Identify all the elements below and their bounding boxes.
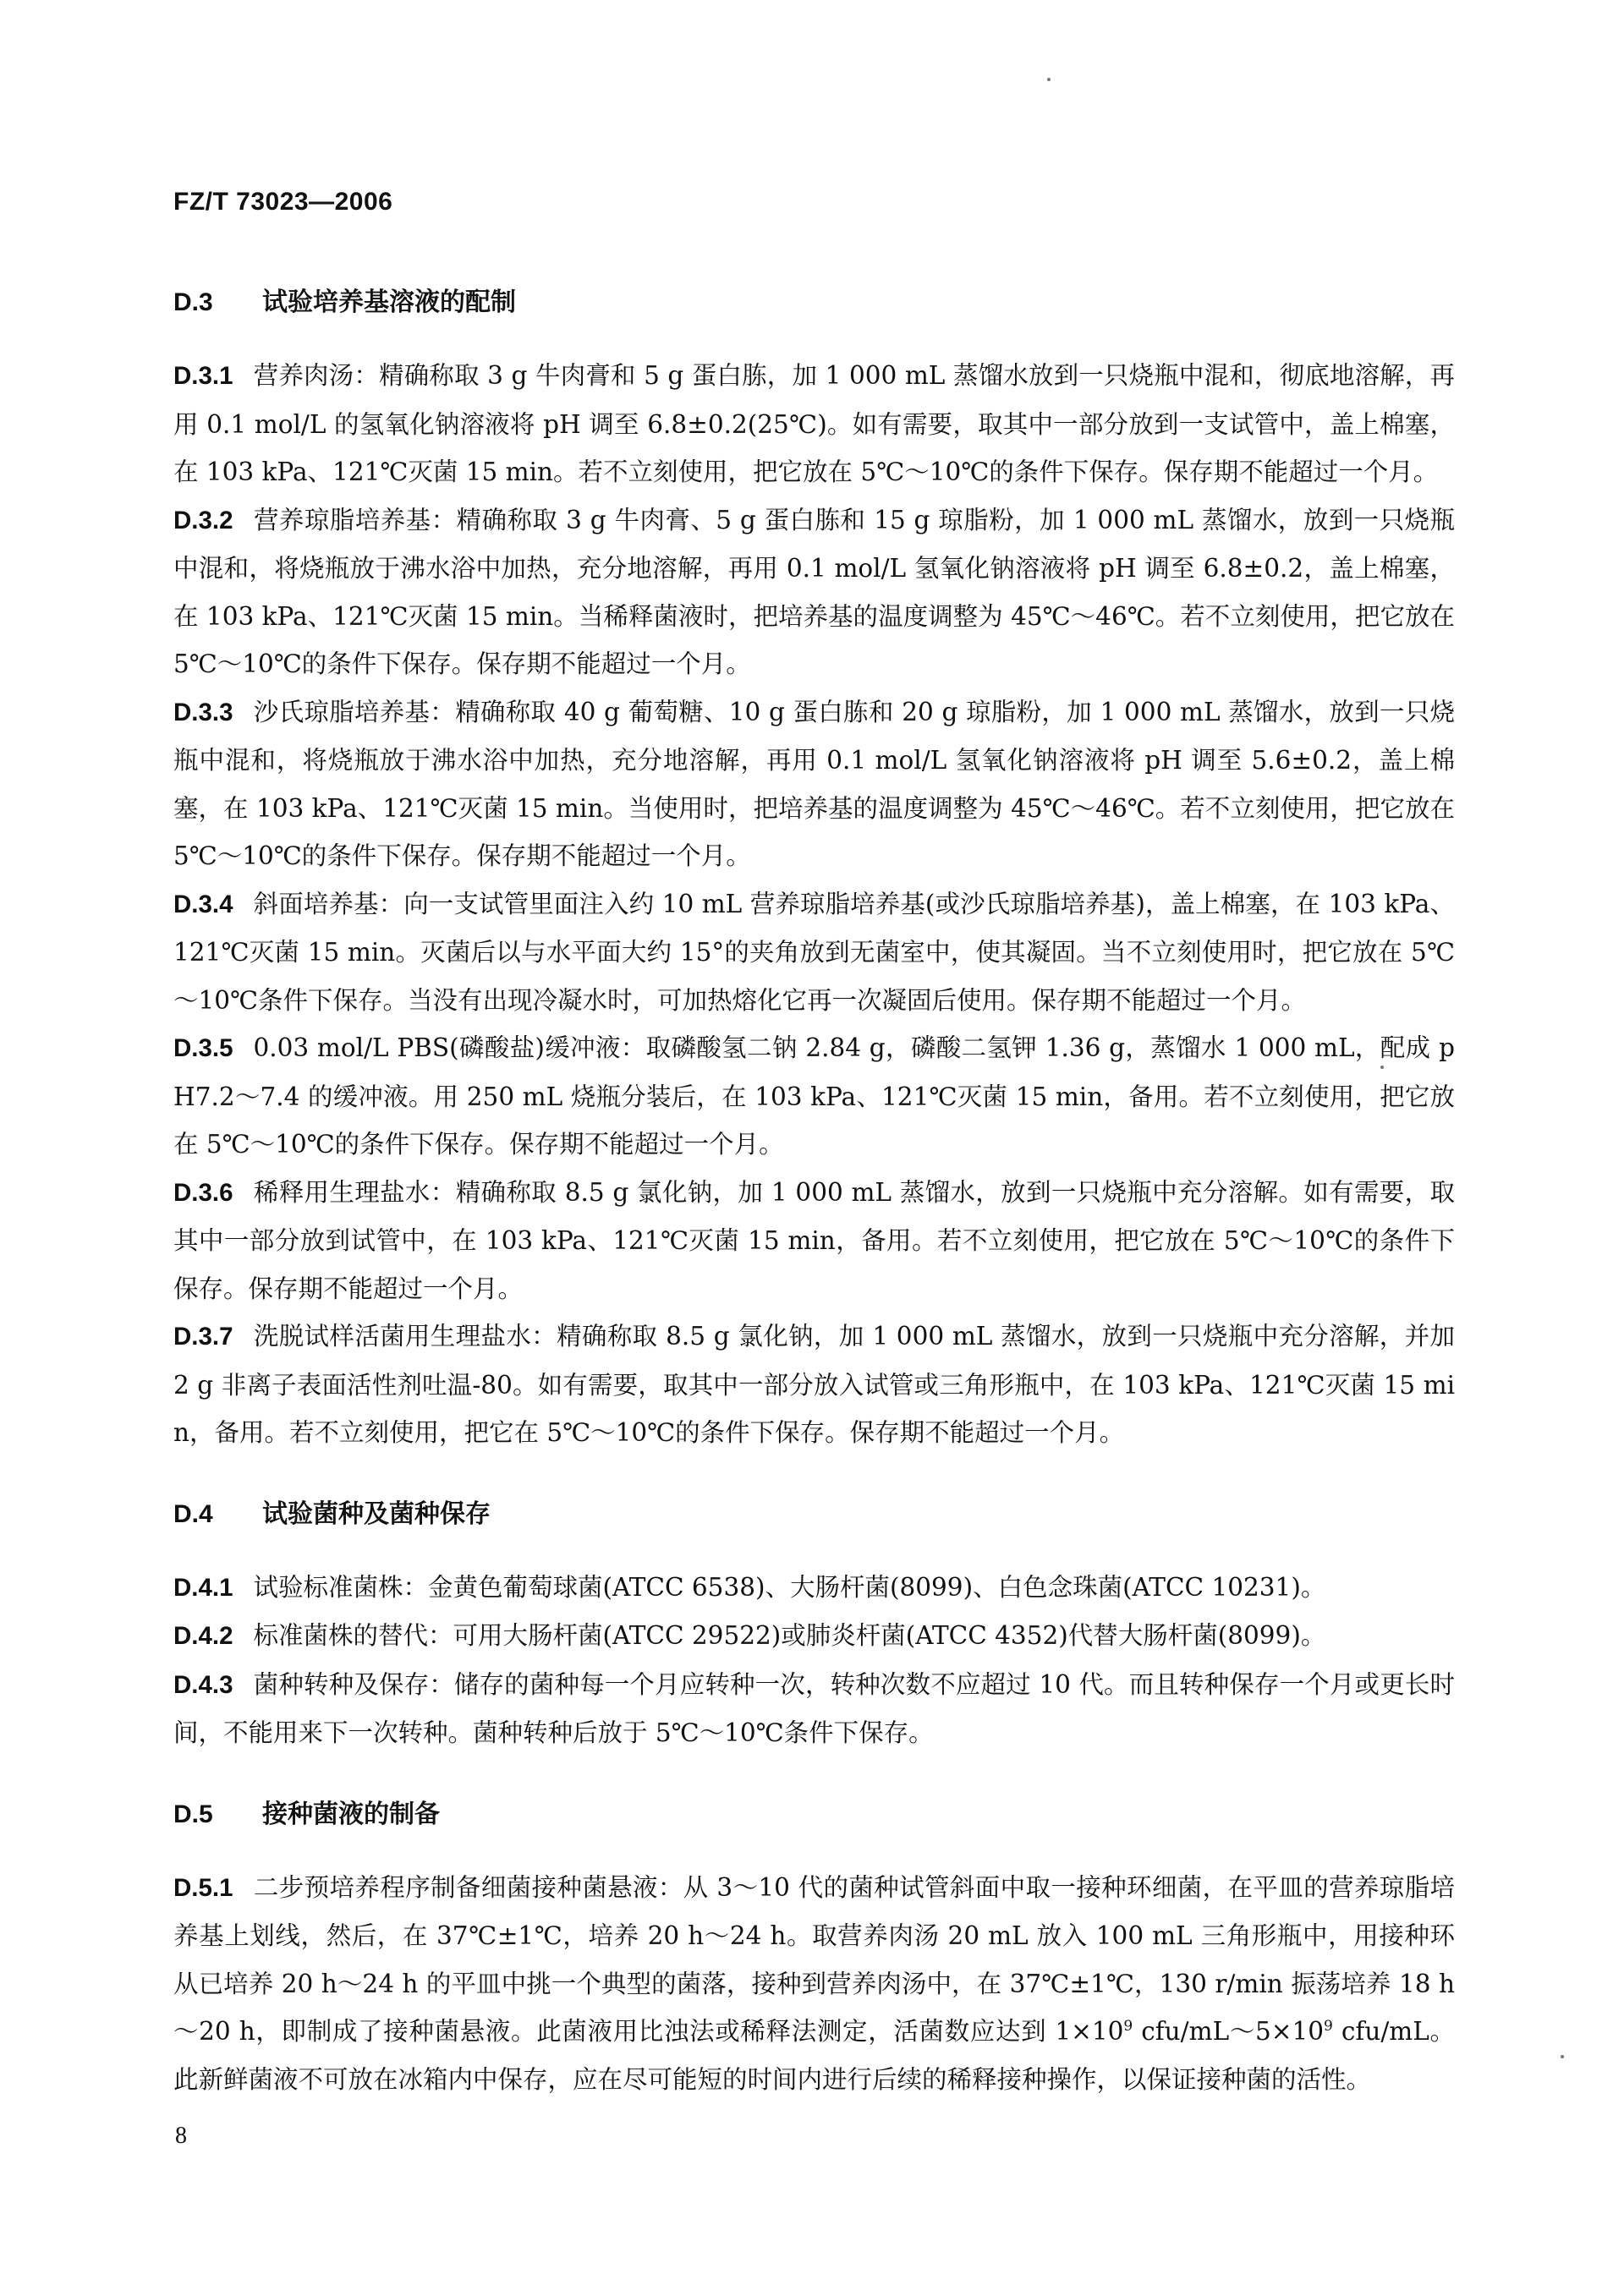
- clause-number: D.4.2: [173, 1622, 233, 1650]
- section-title: 接种菌液的制备: [262, 1799, 440, 1829]
- clause-text: 0.03 mol/L PBS(磷酸盐)缓冲液：取磷酸氢二钠 2.84 g，磷酸二氢钾 1.36 g，蒸馏水 1 000 mL，配成 pH7.2～7.4 的缓冲液。用 250 mL 烧瓶分装后，在 103 kPa、121℃灭菌 15 min，备用。若不立刻使用，把它放在 5℃～10℃的条件下保存。保存期不能超过一个月。: [173, 1033, 1455, 1159]
- clause-number: D.3.4: [173, 890, 233, 918]
- clause-text-part: cfu/mL。此新鲜菌液不可放在冰箱内中保存，应在尽可能短的时间内进行后续的稀释接种操作，以保证接种菌的活性。: [173, 2017, 1455, 2094]
- clause-paragraph: [173, 1864, 1455, 2104]
- clause-number: D.5.1: [173, 1873, 233, 1902]
- section-title: 试验培养基溶液的配制: [262, 288, 516, 317]
- scan-speck: [1561, 2055, 1564, 2058]
- clause-paragraph: [173, 496, 1455, 688]
- clause-text: 稀释用生理盐水：精确称取 8.5 g 氯化钠，加 1 000 mL 蒸馏水，放到一只烧瓶中充分溶解。如有需要，取其中一部分放到试管中，在 103 kPa、121℃灭菌 15 min，备用。若不立刻使用，把它放在 5℃～10℃的条件下保存。保存期不能超过一个月。: [173, 1177, 1455, 1303]
- clause-number: D.3.1: [173, 362, 233, 390]
- page-number: 8: [175, 2123, 187, 2149]
- scan-speck: [1047, 78, 1051, 81]
- clause-text: 菌种转种及保存：储存的菌种每一个月应转种一次，转种次数不应超过 10 代。而且转种保存一个月或更长时间，不能用来下一次转种。菌种转种后放于 5℃～10℃条件下保存。: [173, 1669, 1455, 1747]
- standard-code-header: FZ/T 73023—2006: [173, 188, 393, 216]
- clause-paragraph: [173, 880, 1455, 1025]
- section-number: D.4: [173, 1499, 213, 1528]
- clause-number: D.4.1: [173, 1573, 233, 1602]
- section-number: D.3: [173, 288, 213, 316]
- clause-paragraph: [173, 352, 1455, 496]
- clause-text: 营养琼脂培养基：精确称取 3 g 牛肉膏、5 g 蛋白胨和 15 g 琼脂粉，加 1 000 mL 蒸馏水，放到一只烧瓶中混和，将烧瓶放于沸水浴中加热，充分地溶解，再用 0.1 mol/L 氢氧化钠溶液将 pH 调至 6.8±0.2，盖上棉塞，在 103 kPa、121℃灭菌 15 min。当稀释菌液时，把培养基的温度调整为 45℃～46℃。若不立刻使用，把它放在 5℃～10℃的条件下保存。保存期不能超过一个月。: [173, 505, 1455, 678]
- clause-text-part: 二步预培养程序制备细菌接种菌悬液：从 3～10 代的菌种试管斜面中取一接种环细菌，在平皿的营养琼脂培养基上划线，然后，在 37℃±1℃，培养 20 h～24 h。取营养肉汤 20 mL 放入 100 mL 三角形瓶中，用接种环从已培养 20 h～24 h 的平皿中挑一个典型的菌落，接种到营养肉汤中，在 37℃±1℃，130 r/min 振荡培养 18 h～20 h，即制成了接种菌悬液。此菌液用比浊法或稀释法测定，活菌数应达到 1×10: [173, 1872, 1455, 2046]
- clause-number: D.4.3: [173, 1670, 233, 1699]
- clause-text-part: cfu/mL～5×10: [1133, 2017, 1325, 2046]
- clause-text: 试验标准菌株：金黄色葡萄球菌(ATCC 6538)、大肠杆菌(8099)、白色念珠菌(ATCC 10231)。: [253, 1572, 1326, 1602]
- clause-paragraph: [173, 1564, 1455, 1613]
- clause-text: 斜面培养基：向一支试管里面注入约 10 mL 营养琼脂培养基(或沙氏琼脂培养基)，盖上棉塞，在 103 kPa、121℃灭菌 15 min。灭菌后以与水平面大约 15°的夹角放到无菌室中，使其凝固。当不立刻使用时，把它放在 5℃～10℃条件下保存。当没有出现冷凝水时，可加热熔化它再一次凝固后使用。保存期不能超过一个月。: [173, 889, 1455, 1015]
- superscript-exponent: 9: [1123, 2018, 1133, 2036]
- section-heading: [173, 1791, 1455, 1838]
- clause-number: D.3.3: [173, 698, 233, 726]
- clause-paragraph: [173, 1024, 1455, 1169]
- clause-number: D.3.6: [173, 1178, 233, 1207]
- clause-paragraph: [173, 1661, 1455, 1757]
- clause-paragraph: [173, 1169, 1455, 1313]
- scan-speck: [1380, 1066, 1384, 1069]
- clause-text: 标准菌株的替代：可用大肠杆菌(ATCC 29522)或肺炎杆菌(ATCC 4352)代替大肠杆菌(8099)。: [253, 1621, 1326, 1650]
- clause-paragraph: [173, 1312, 1455, 1457]
- clause-number: D.3.7: [173, 1323, 233, 1351]
- section-number: D.5: [173, 1800, 213, 1828]
- superscript-exponent: 9: [1324, 2018, 1333, 2036]
- clause-text: 沙氏琼脂培养基：精确称取 40 g 葡萄糖、10 g 蛋白胨和 20 g 琼脂粉，加 1 000 mL 蒸馏水，放到一只烧瓶中混和，将烧瓶放于沸水浴中加热，充分地溶解，再用 0.1 mol/L 氢氧化钠溶液将 pH 调至 5.6±0.2，盖上棉塞，在 103 kPa、121℃灭菌 15 min。当使用时，把培养基的温度调整为 45℃～46℃。若不立刻使用，把它放在 5℃～10℃的条件下保存。保存期不能超过一个月。: [173, 697, 1455, 870]
- clause-paragraph: [173, 1612, 1455, 1661]
- clause-number: D.3.2: [173, 506, 233, 534]
- section-heading: [173, 1491, 1455, 1538]
- section-heading: [173, 279, 1455, 326]
- document-body: [173, 279, 1455, 2103]
- clause-text: 营养肉汤：精确称取 3 g 牛肉膏和 5 g 蛋白胨，加 1 000 mL 蒸馏水放到一只烧瓶中混和，彻底地溶解，再用 0.1 mol/L 的氢氧化钠溶液将 pH 调至 6.8±0.2(25℃)。如有需要，取其中一部分放到一支试管中，盖上棉塞，在 103 kPa、121℃灭菌 15 min。若不立刻使用，把它放在 5℃～10℃的条件下保存。保存期不能超过一个月。: [173, 361, 1455, 486]
- clause-number: D.3.5: [173, 1034, 233, 1062]
- clause-paragraph: [173, 688, 1455, 880]
- clause-text: 洗脱试样活菌用生理盐水：精确称取 8.5 g 氯化钠，加 1 000 mL 蒸馏水，放到一只烧瓶中充分溶解，并加 2 g 非离子表面活性剂吐温-80。如有需要，取其中一部分放入试管或三角形瓶中，在 103 kPa、121℃灭菌 15 min，备用。若不立刻使用，把它在 5℃～10℃的条件下保存。保存期不能超过一个月。: [173, 1322, 1455, 1447]
- section-title: 试验菌种及菌种保存: [262, 1499, 491, 1529]
